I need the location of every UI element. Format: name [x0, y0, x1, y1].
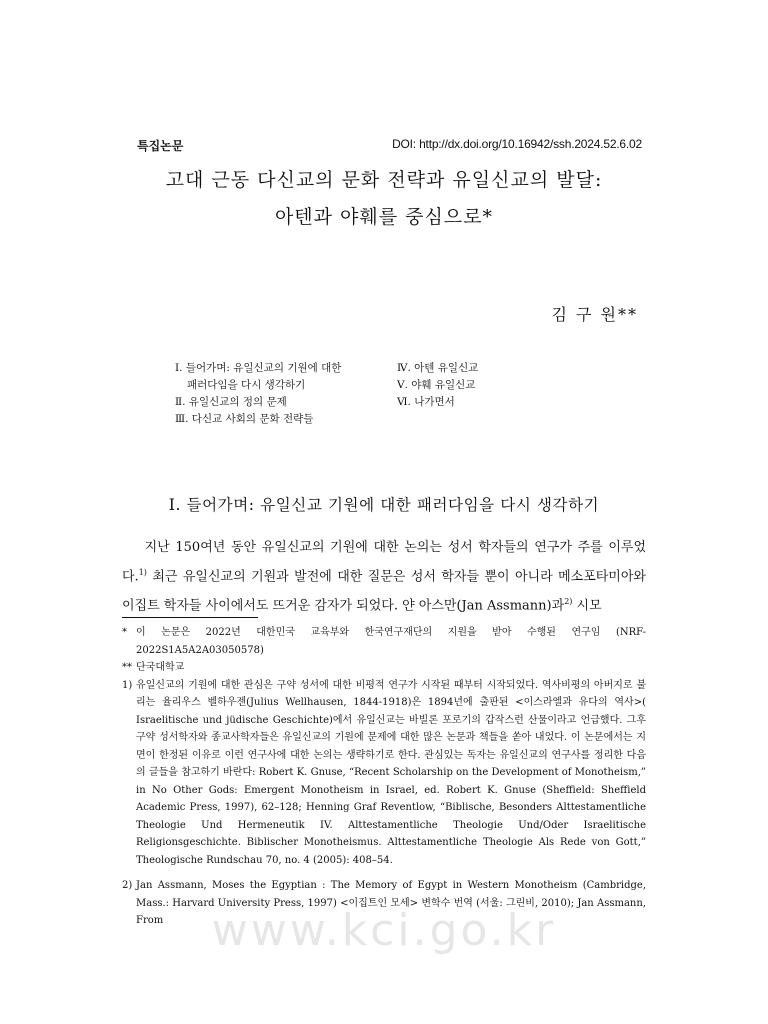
footnote-ref-2: 2)	[564, 597, 573, 607]
footnote	[122, 677, 646, 870]
footnote-mark: 2)	[122, 880, 133, 891]
toc-item: Ⅵ. 나가면서	[397, 396, 455, 408]
toc-item: Ⅲ. 다신교 사회의 문화 전략들	[175, 413, 314, 425]
article-title-line-1: 고대 근동 다신교의 문화 전략과 유일신교의 발달:	[165, 169, 603, 191]
section-heading: I. 들어가며: 유일신교 기원에 대한 패러다임을 다시 생각하기	[168, 496, 600, 514]
footnote	[122, 659, 646, 677]
doi-text: DOI: http://dx.doi.org/10.16942/ssh.2024.52.6.02	[392, 137, 642, 151]
toc-item-continued: 패러다임을 다시 생각하기	[187, 379, 306, 391]
toc-item: Ⅱ. 유일신교의 정의 문제	[175, 396, 287, 408]
toc-item: I. 들어가며: 유일신교의 기원에 대한	[175, 362, 342, 374]
author-name: 김 구 원**	[551, 305, 638, 324]
body-paragraph	[122, 535, 646, 619]
body-text-part: 지난 150여년 동안 유일신교의 기원에 대한 논의는 성서 학자들의 연구가 주를 이루었다.	[122, 540, 646, 585]
footnote-text: Jan Assmann, Moses the Egyptian : The Memory of Egypt in Western Monotheism (Cambridge, Mass.: Harvard University Press, 1997) <이집트인 모세> 변학수 번역 (서울: 그린비, 2010); Jan Assmann, From	[136, 880, 646, 926]
table-of-contents-left	[175, 360, 341, 428]
article-title-line-2: 아텐과 야훼를 중심으로*	[274, 206, 494, 228]
footnote-text: 유일신교의 기원에 대한 관심은 구약 성서에 대한 비평적 연구가 시작된 때부터 시작되었다. 역사비평의 아버지로 불리는 율리우스 벨하우젠(Julius Wellhausen, 1844-1918)은 1894년에 출판된 <이스라엘과 유다의 역사>( Israelitische und jüdische Geschichte)에서 유일신교는 바빌론 포로기의 갑작스런 산물이라고 언급했다. 그후 구약 성서학자와 종교사학자들은 유일신교의 기원에 문제에 대한 많은 논문과 책들을 쏟아 내었다. 이 논문에서는 지면이 한정된 이유로 이런 연구사에 대한 논의는 생략하기로 한다. 관심있는 독자는 유일신교의 연구사를 정리한 다음의 글들을 참고하기 바란다: Robert K. Gnuse, “Recent Scholarship on the Development of Monotheism,” in No Other Gods: Emergent Monotheism in Israel, ed. Robert K. Gnuse (Sheffield: Sheffield Academic Press, 1997), 62–128; Henning Graf Reventlow, “Biblische, Besonders Alttestamentliche Theologie Und Hermeneutik IV. Alttestamentliche Theologie Und/Oder Israelitische Religionsgeschichte. Biblischer Monotheismus. Alttestamentliche Theologie Als Rede von Gott,” Theologische Rundschau 70, no. 4 (2005): 408–54.	[136, 679, 646, 866]
footnote-mark: 1)	[122, 679, 133, 691]
footnote-ref-1: 1)	[138, 568, 147, 577]
footnote	[122, 624, 646, 659]
footnote-text: 단국대학교	[136, 662, 185, 673]
footnote-text: 이 논문은 2022년 대한민국 교육부와 한국연구재단의 지원을 받아 수행된 연구임 (NRF-2022S1A5A2A03050578)	[136, 627, 646, 656]
toc-item: Ⅴ. 야훼 유일신교	[397, 379, 476, 391]
watermark-text: www.kci.go.kr	[211, 905, 557, 956]
body-text-part: 최근 유일신교의 기원과 발전에 대한 질문은 성서 학자들 뿐이 아니라 메소포타미아와 이집트 학자들 사이에서도 뜨거운 감자가 되었다. 얀 아스만(Jan Assmann)과	[122, 569, 646, 614]
footnotes	[122, 624, 646, 930]
toc-item: Ⅳ. 아텐 유일신교	[397, 362, 479, 374]
footnote-mark: **	[122, 662, 132, 673]
footnote-mark: *	[122, 627, 127, 638]
table-of-contents-right	[397, 360, 478, 411]
article-category-label: 특집논문	[137, 139, 184, 153]
footnote-divider	[122, 617, 258, 618]
body-text-part: 시모	[572, 598, 602, 614]
